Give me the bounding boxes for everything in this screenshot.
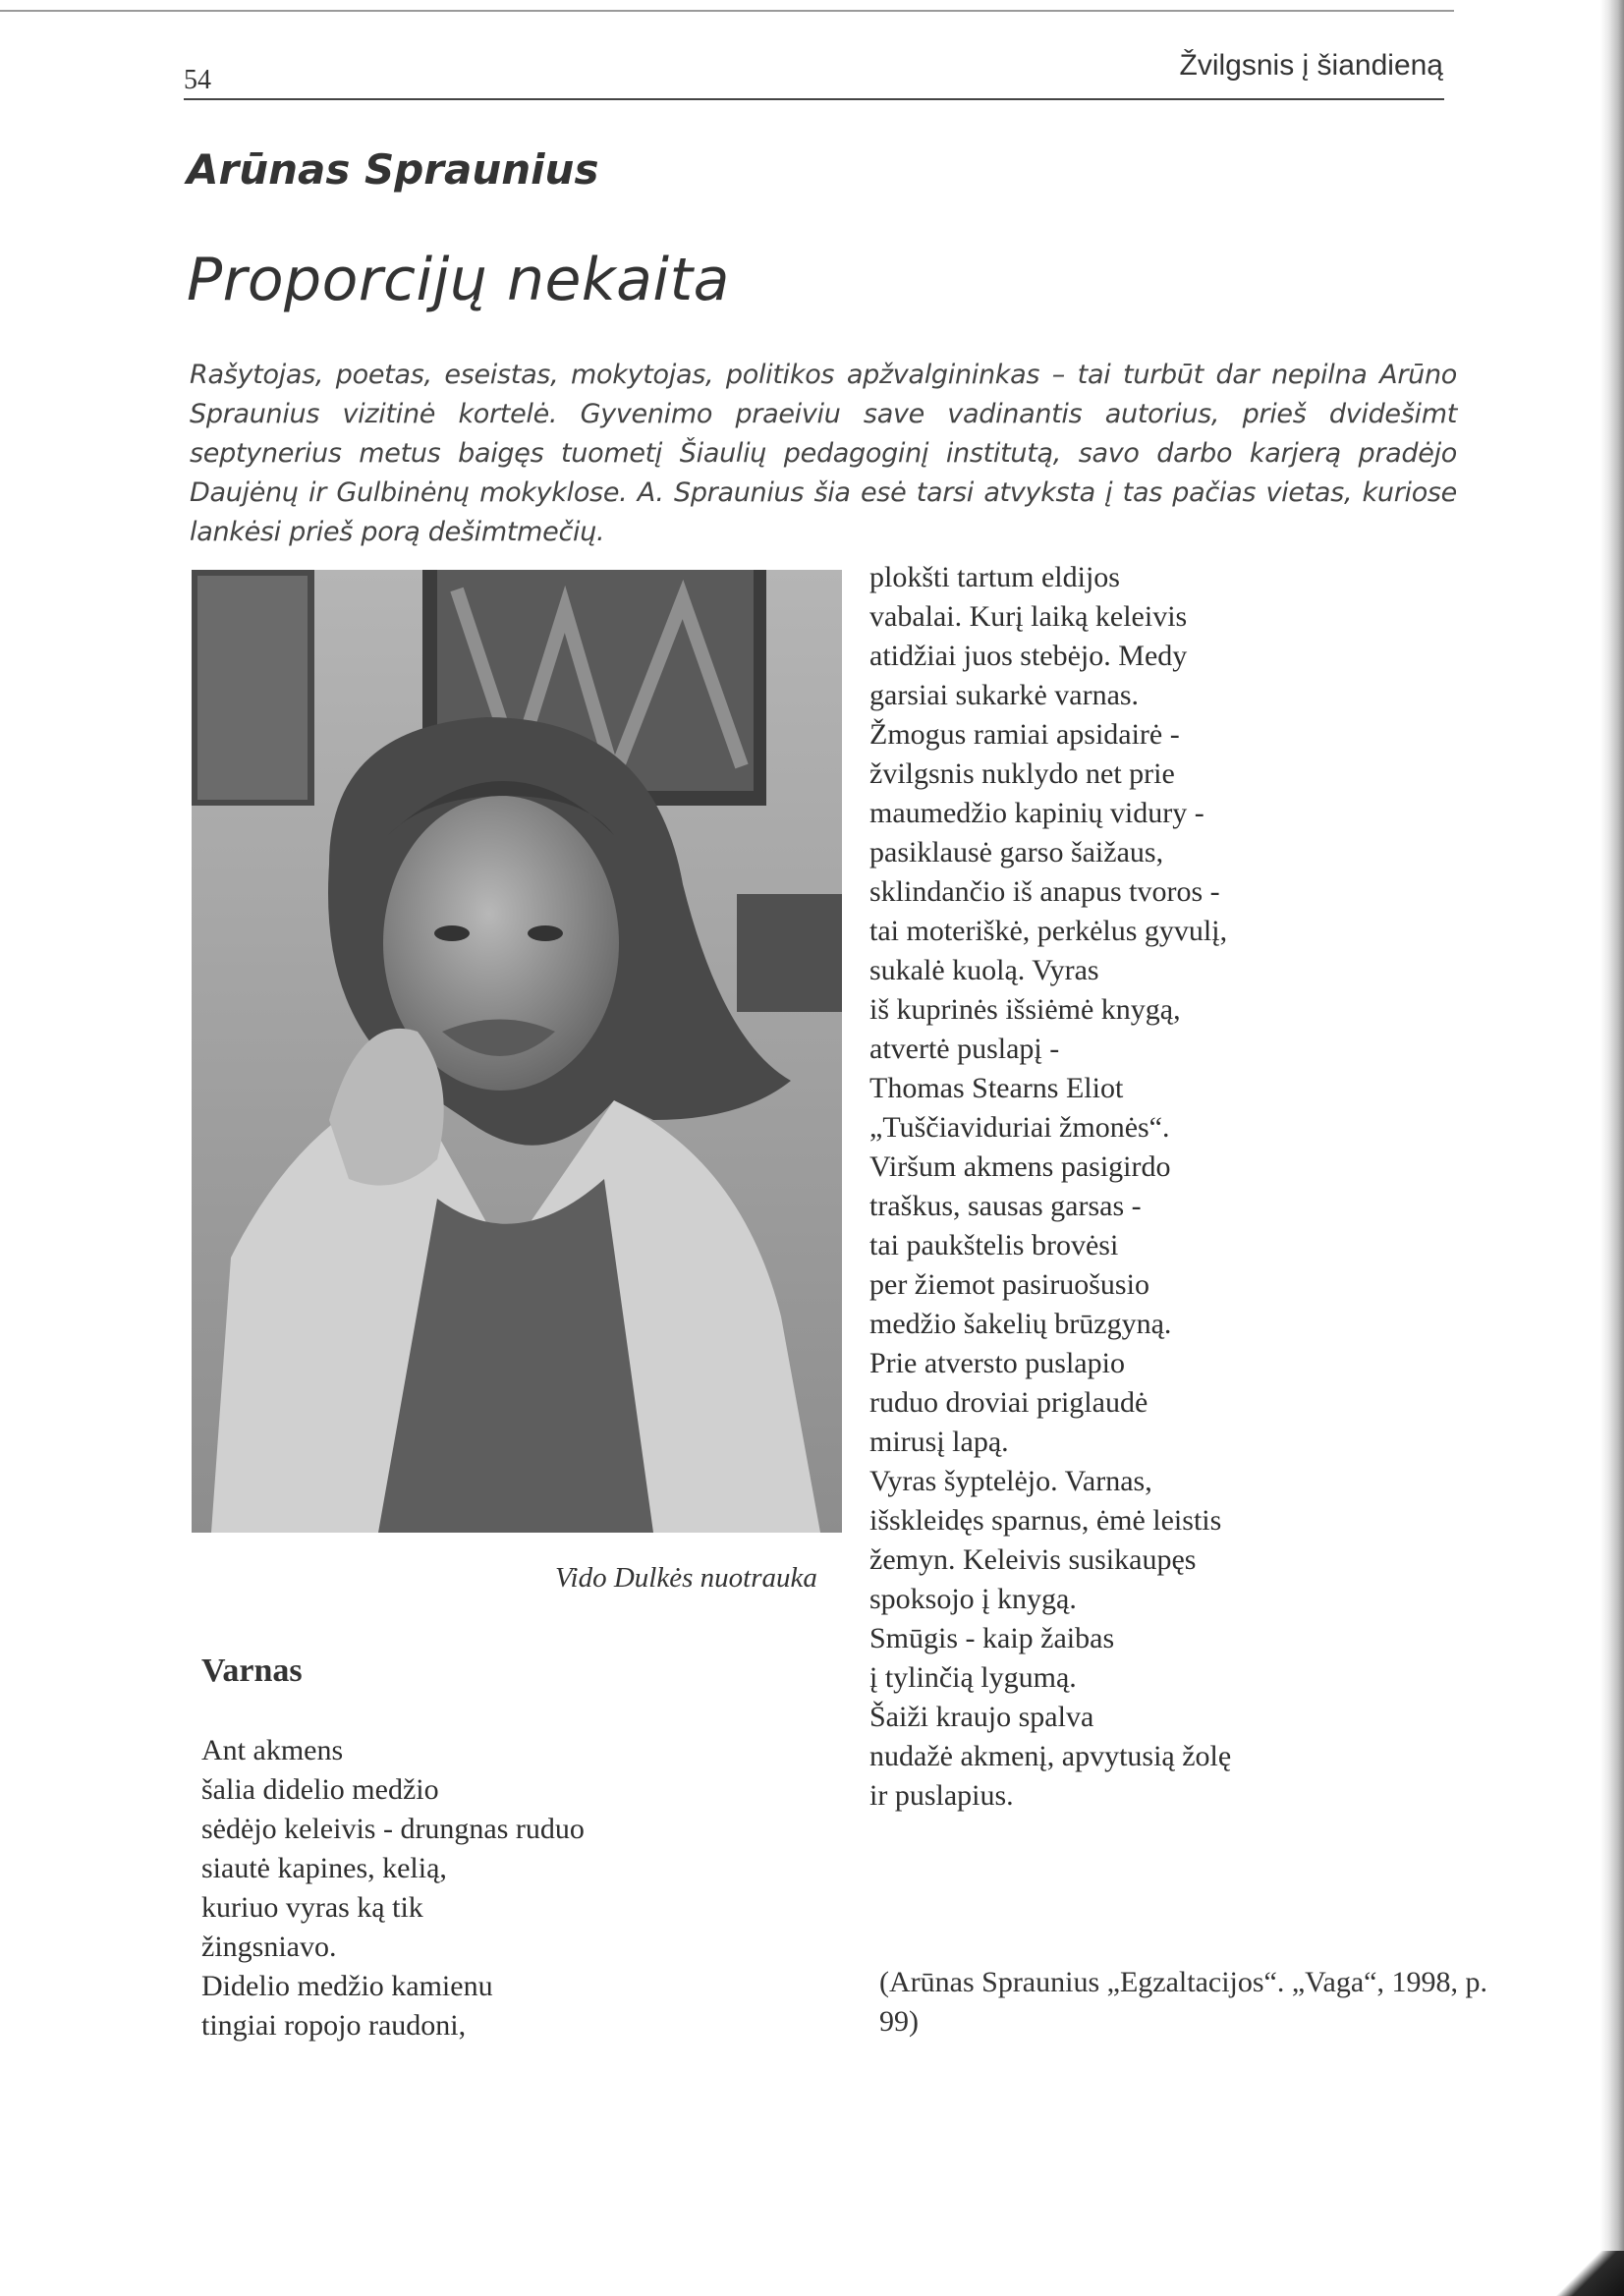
poem-line: sklindančio iš anapus tvoros - bbox=[869, 875, 1220, 908]
poem-line: sėdėjo keleivis - drungnas ruduo bbox=[201, 1813, 585, 1845]
page-number: 54 bbox=[184, 65, 211, 95]
poem-line: atidžiai juos stebėjo. Medy bbox=[869, 640, 1188, 672]
poem-line: plokšti tartum eldijos bbox=[869, 561, 1120, 593]
poem-line: Šaiži kraujo spalva bbox=[869, 1701, 1094, 1733]
poem-line: į tylinčią lygumą. bbox=[869, 1661, 1077, 1694]
poem-line: Vyras šyptelėjo. Varnas, bbox=[869, 1465, 1152, 1497]
poem-line: iš kuprinės išsiėmė knygą, bbox=[869, 993, 1181, 1026]
poem-line: vabalai. Kurį laiką keleivis bbox=[869, 600, 1188, 633]
poem-line: siautė kapines, kelią, bbox=[201, 1852, 447, 1884]
running-header: Žvilgsnis į šiandieną bbox=[1179, 49, 1443, 82]
scan-edge-right bbox=[1600, 0, 1624, 2296]
poem-line: šalia didelio medžio bbox=[201, 1773, 439, 1806]
poem-line: garsiai sukarkė varnas. bbox=[869, 679, 1140, 711]
author-portrait-image bbox=[192, 570, 842, 1533]
poem-right-column bbox=[869, 558, 1231, 1816]
poem-line: sukalė kuolą. Vyras bbox=[869, 954, 1099, 986]
poem-line: atvertė puslapį - bbox=[869, 1033, 1060, 1065]
poem-line: Didelio medžio kamienu bbox=[201, 1970, 493, 2002]
poem-line: pasiklausė garso šaižaus, bbox=[869, 836, 1164, 868]
poem-line: žingsniavo. bbox=[201, 1931, 337, 1963]
poem-line: žvilgsnis nuklydo net prie bbox=[869, 757, 1175, 790]
poem-line: maumedžio kapinių vidury - bbox=[869, 797, 1204, 829]
poem-line: kuriuo vyras ką tik bbox=[201, 1891, 423, 1924]
article-intro: Rašytojas, poetas, eseistas, mokytojas, politikos apžvalgininkas – tai turbūt dar nepilna Arūno Spraunius vizitinė kortelė. Gyvenimo praeiviu save vadinantis autorius, prieš dvidešimt septynerius metus baigęs tuometį Šiaulių pedagoginį institutą, savo darbo karjerą pradėjo Daujėnų ir Gulbinėnų mokyklose. A. Spraunius šia esė tarsi atvyksta į tas pačias vietas, kuriose lankėsi prieš porą dešimtmečių. bbox=[190, 360, 1457, 547]
article-title: Proporcijų nekaita bbox=[187, 246, 730, 314]
scan-edge-top bbox=[0, 10, 1454, 12]
poem-line: ruduo droviai priglaudė bbox=[869, 1386, 1148, 1419]
poem-line: Prie atversto puslapio bbox=[869, 1347, 1125, 1379]
poem-line: ir puslapius. bbox=[869, 1779, 1014, 1812]
poem-line: Smūgis - kaip žaibas bbox=[869, 1622, 1115, 1654]
poem-line: Ant akmens bbox=[201, 1734, 344, 1766]
poem-line: žemyn. Keleivis susikaupęs bbox=[869, 1543, 1197, 1576]
scan-corner-shadow bbox=[1555, 2251, 1624, 2296]
poem-line: per žiemot pasiruošusio bbox=[869, 1268, 1149, 1301]
poem-title: Varnas bbox=[201, 1652, 303, 1689]
poem-line: Thomas Stearns Eliot bbox=[869, 1072, 1124, 1104]
poem-left-column bbox=[201, 1731, 585, 2045]
poem-line: Žmogus ramiai apsidairė - bbox=[869, 718, 1180, 751]
poem-source: (Arūnas Spraunius „Egzaltacijos“. „Vaga“, 1998, p. 99) bbox=[879, 1966, 1487, 2038]
article-author: Arūnas Spraunius bbox=[187, 145, 599, 194]
poem-line: traškus, sausas garsas - bbox=[869, 1190, 1142, 1222]
header-rule bbox=[184, 98, 1444, 100]
poem-line: spoksojo į knygą. bbox=[869, 1583, 1077, 1615]
poem-line: „Tuščiaviduriai žmonės“. bbox=[869, 1111, 1170, 1144]
poem-line: tai paukštelis brovėsi bbox=[869, 1229, 1119, 1261]
photo-caption: Vido Dulkės nuotrauka bbox=[555, 1562, 817, 1594]
poem-line: tai moteriškė, perkėlus gyvulį, bbox=[869, 915, 1228, 947]
poem-line: Viršum akmens pasigirdo bbox=[869, 1150, 1171, 1183]
poem-line: nudažė akmenį, apvytusią žolę bbox=[869, 1740, 1232, 1772]
author-photo bbox=[192, 570, 842, 1533]
poem-line: tingiai ropojo raudoni, bbox=[201, 2009, 467, 2042]
poem-line: mirusį lapą. bbox=[869, 1426, 1009, 1458]
poem-line: išskleidęs sparnus, ėmė leistis bbox=[869, 1504, 1222, 1537]
poem-line: medžio šakelių brūzgyną. bbox=[869, 1308, 1172, 1340]
